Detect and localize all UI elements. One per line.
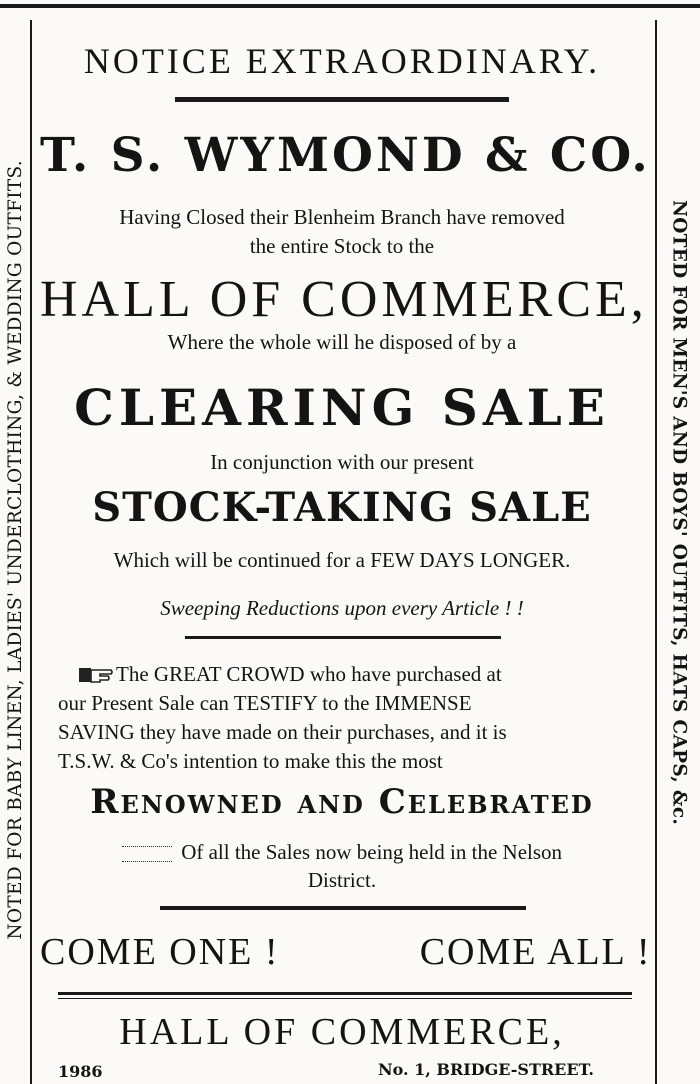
pointing-hand-icon bbox=[78, 664, 114, 692]
top-border-rule bbox=[0, 4, 700, 8]
sales-line-1-wrapper bbox=[40, 840, 644, 865]
crowd-line-1-wrapper bbox=[58, 662, 632, 687]
conjunction-line: In conjunction with our present bbox=[210, 450, 474, 474]
continued-line: Which will be continued for a FEW DAYS LONGER. bbox=[113, 548, 571, 572]
heading-divider bbox=[175, 97, 509, 102]
street-address: No. 1, BRIDGE-STREET. bbox=[378, 1060, 594, 1079]
right-side-banner bbox=[660, 200, 698, 920]
crowd-paragraph bbox=[58, 662, 632, 774]
notice-heading: NOTICE EXTRAORDINARY. bbox=[83, 41, 601, 81]
come-row bbox=[40, 930, 652, 974]
footer-divider-bottom bbox=[58, 998, 632, 999]
reference-number: 1986 bbox=[58, 1062, 103, 1081]
crowd-line-4: T.S.W. & Co's intention to make this the most bbox=[58, 749, 443, 773]
footer-divider-top bbox=[58, 992, 632, 995]
sales-line-1: Of all the Sales now being held in the Nelson bbox=[181, 840, 563, 864]
hall-of-commerce-title: HALL OF COMMERCE, bbox=[40, 271, 648, 328]
clearing-sale-title: CLEARING SALE bbox=[74, 378, 610, 437]
sales-line-2: District. bbox=[307, 868, 377, 892]
crowd-line-1: The GREAT CROWD who have purchased at bbox=[116, 662, 502, 686]
left-side-banner bbox=[0, 140, 30, 960]
come-one: COME ONE ! bbox=[40, 931, 280, 973]
right-side-text: NOTED FOR MEN'S AND BOYS' OUTFITS, HATS CAPS, &c. bbox=[668, 200, 690, 826]
disposed-line: Where the whole will he disposed of by a bbox=[167, 330, 517, 354]
left-side-text: NOTED FOR BABY LINEN, LADIES' UNDERCLOTHING, & WEDDING OUTFITS. bbox=[4, 160, 26, 940]
come-all: COME ALL ! bbox=[419, 931, 652, 973]
intro-line-2: the entire Stock to the bbox=[249, 234, 435, 258]
sales-divider bbox=[160, 906, 526, 910]
stock-taking-sale-title: STOCK-TAKING SALE bbox=[92, 484, 592, 531]
firm-name: T. S. WYMOND & CO. bbox=[40, 128, 651, 183]
reductions-divider bbox=[185, 636, 501, 639]
crowd-line-2: our Present Sale can TESTIFY to the IMMENSE bbox=[58, 691, 472, 715]
right-border-rule bbox=[655, 20, 657, 1084]
renowned-celebrated-title: Renowned and Celebrated bbox=[90, 782, 594, 822]
reductions-line: Sweeping Reductions upon every Article ! ! bbox=[160, 596, 524, 620]
intro-line-1: Having Closed their Blenheim Branch have removed bbox=[119, 205, 565, 229]
ornament-icon bbox=[122, 846, 172, 862]
crowd-line-3: SAVING they have made on their purchases, and it is bbox=[58, 720, 507, 744]
left-border-rule bbox=[30, 20, 32, 1084]
hall-of-commerce-footer: HALL OF COMMERCE, bbox=[119, 1011, 565, 1053]
